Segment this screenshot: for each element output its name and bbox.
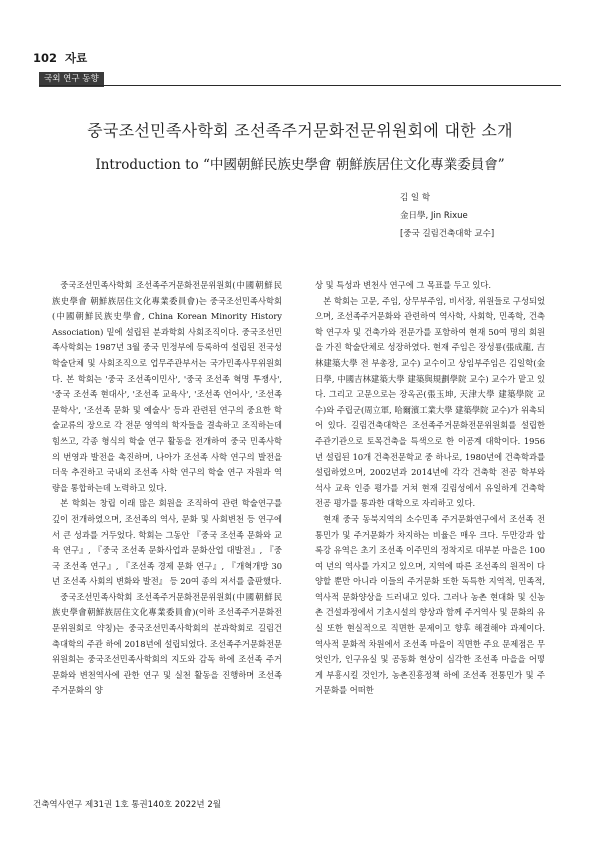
body-column-right (315, 278, 545, 699)
body-paragraph: 본 학회는 창립 이래 많은 회원을 조직하여 관련 학술연구를 깊이 전개하였으며, 조선족의 역사, 문화 및 사회변천 등 연구에서 큰 성과를 거두었다. 학회는 그동안 『중국 조선족 문화와 교육 연구』, 『중국 조선족 문화사업과 문화산업 대발전』, 『중국 조선족 연구』, 『조선족 경제 문화 연구』, 『개혁개방 30년 조선족 사회의 변화와 발전』 등 20여 종의 저서를 출판했다. (52, 498, 282, 587)
body-paragraph: 중국조선민족사학회 조선족주거문화전문위원회(中國朝鮮民族史學會 朝鮮族居住文化專業委員會)는 중국조선민족사학회(中國朝鮮民族史學會, China Korean Minority History Association) 밑에 설립된 분과학회 사회조직이다. 중국조선민족사학회는 1987년 3월 중국 민정부에 등록하여 설립된 전국성 학술단체 및 사회조직으로 업무주관부서는 국가민족사무위원회다. 본 학회는 '중국 조선족이민사', '중국 조선족 혁명 투쟁사', '중국 조선족 현대사', '조선족 교육사', '조선족 언어사', '조선족 문학사', '조선족 문화 및 예술사' 등과 관련된 연구의 중요한 학술교류의 장으로 각 전문 영역의 학자들을 결속하고 조직하는데 힘쓰고, 각종 형식의 학술 연구 활동을 전개하여 중국 민족사학의 번영과 발전을 촉진하며, 나아가 조선족 사학 연구의 발전을 더욱 추진하고 국내외 조선족 사학 연구의 학술 연구 자원과 역량을 통합하는데 노력하고 있다. (52, 280, 282, 493)
author-name-full: 金日學, Jin Rixue (400, 211, 468, 221)
section-label: 자료 (65, 51, 88, 65)
body-paragraph: 현재 중국 동북지역의 소수민족 주거문화연구에서 조선족 전통민가 및 주거문화가 차지하는 비율은 매우 크다. 두만강과 압록강 유역은 초기 조선족 이주민의 정착지로 대부분 마을은 100여 년의 역사를 가지고 있으며, 지역에 따른 조선족의 원적이 다양할 뿐만 아니라 이들의 주거문화 또한 독특한 지역적, 민족적, 역사적 문화양상을 드러내고 있다. 그러나 농촌 현대화 및 신농촌 건설과정에서 기초시설의 향상과 함께 주거역사 및 문화의 유실 또한 현실적으로 직면한 문제이고 향후 해결해야 과제이다. 역사적 문화적 차원에서 조선족 마을이 직면한 주요 문제점은 무엇인가, 인구유실 및 공동화 현상이 심각한 조선족 마을을 어떻게 부흥시킬 것인가, 농촌진흥정책 하에 조선족 전통민가 및 주거문화를 어떠한 (315, 513, 545, 696)
header-rule (39, 85, 561, 86)
title-korean: 중국조선민족사학회 조선족주거문화전문위원회에 대한 소개 (87, 121, 513, 140)
page-number (33, 50, 87, 66)
footer-journal: 건축역사연구 제31권 1호 통권140호 2022년 2월 (33, 800, 221, 810)
body-paragraph: 중국조선민족사학회 조선족주거문화전문위원회(中國朝鮮民族史學會朝鮮族居住文化專業委員會)(이하 조선족주거문화전문위원회로 약칭)는 중국조선민족사학회의 분과학회로 길림건축대학의 주관 하에 2018년에 설립되었다. 조선족주거문화전문위원회는 중국조선민족사학회의 지도와 감독 하에 조선족 주거문화와 변천역사에 관한 연구 및 실천 활동을 진행하며 조선족 주거문화의 양 (52, 591, 282, 696)
body-column-left (52, 278, 282, 699)
author-affiliation: [중국 길림건축대학 교수] (400, 229, 495, 239)
author-name: 김 일 학 (400, 193, 431, 203)
section-tag: 국외 연구 동향 (39, 72, 104, 87)
page-number-value: 102 (33, 51, 58, 65)
body-paragraph: 상 및 특성과 변천사 연구에 그 목표를 두고 있다. (315, 280, 492, 290)
title-english: Introduction to “中國朝鮮民族史學會 朝鮮族居住文化專業委員會” (95, 157, 505, 173)
body-paragraph: 본 학회는 고문, 주임, 상무부주임, 비서장, 위원들로 구성되었으며, 조선족주거문화와 관련하여 역사학, 사회학, 민족학, 건축학 연구자 및 건축가와 전문가를 포함하여 현재 50여 명의 회원을 가진 학술단체로 성장하였다. 현재 주임은 장성룡(張成龍, 吉林建築大學 전 부총장, 교수) 교수이고 상임부주임은 김일학(金日學, 中國吉林建築大學 建築與規劃學院 교수) 교수가 맡고 있다. 그리고 고문으로는 장옥곤(張玉坤, 天津大學 建築學院 교수)와 주립군(周立軍, 哈爾濱工業大學 建築學院 교수)가 위촉되어 있다. 길림건축대학은 조선족주거문화전문위원회를 설립한 주관기관으로 토목건축을 특색으로 한 이공계 대학이다. 1956년 설립된 10개 건축전문학교 중 하나로, 1980년에 건축학과를 설립하였으며, 2002년과 2014년에 각각 건축학 전공 학부와 석사 교육 인증 평가를 거쳐 현재 길림성에서 유일하게 건축학 전공 평가를 통과한 대학으로 자리하고 있다. (315, 295, 545, 509)
author-block (400, 189, 494, 243)
